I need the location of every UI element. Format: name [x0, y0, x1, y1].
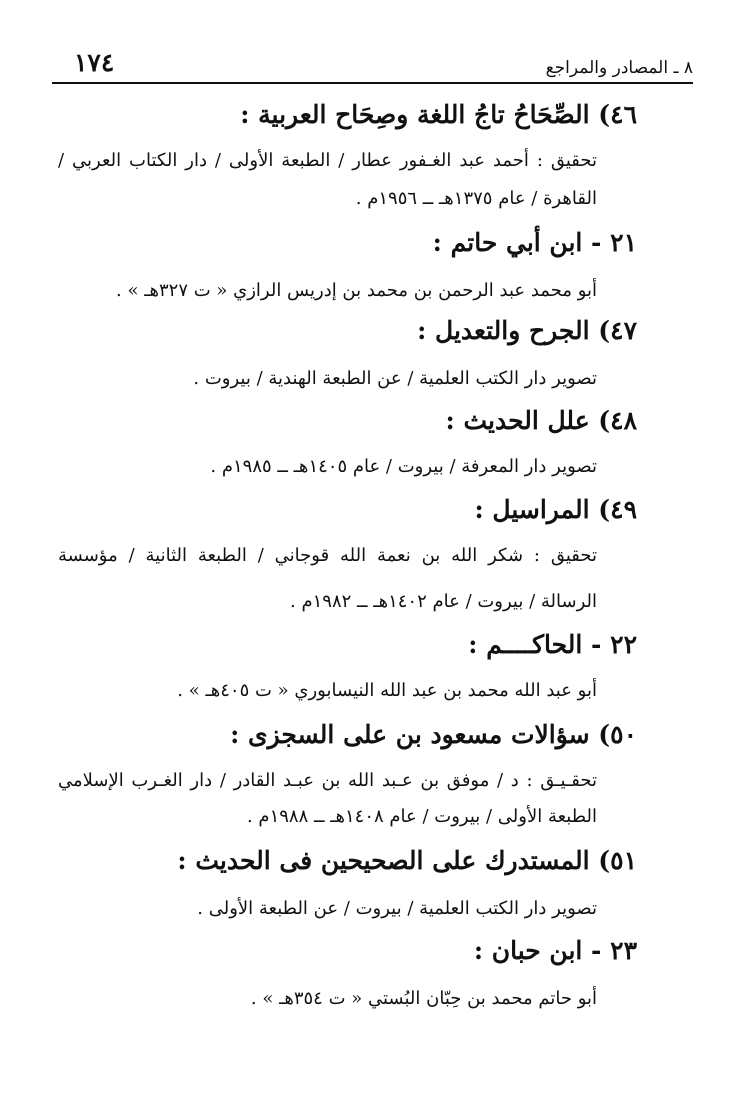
- author-heading-23: ٢٣ - ابن حبان :: [473, 936, 637, 965]
- author-details-line: أبو محمد عبد الرحمن بن محمد بن إدريس الرازي « ت ٣٢٧هـ » .: [116, 280, 597, 301]
- book-details-line: الرسالة / بيروت / عام ١٤٠٢هـ ــ ١٩٨٢م .: [290, 591, 597, 612]
- book-details-line: تحقيق : أحمد عبد الغـفور عطار / الطبعة الأولى / دار الكتاب العربي /: [58, 150, 597, 171]
- book-details-line: الطبعة الأولى / بيروت / عام ١٤٠٨هـ ــ ١٩٨٨م .: [246, 806, 597, 827]
- book-title-51: ٥١) المستدرك على الصحيحين فى الحديث :: [177, 846, 637, 875]
- book-details-line: تصوير دار المعرفة / بيروت / عام ١٤٠٥هـ ــ ١٩٨٥م .: [210, 456, 597, 477]
- author-details-line: أبو حاتم محمد بن حِبّان البُستي « ت ٣٥٤هـ » .: [250, 988, 597, 1009]
- book-title-48: ٤٨) علل الحديث :: [445, 406, 637, 435]
- book-title-46: ٤٦) الصِّحَاحُ تاجُ اللغة وصِحَاح العربية :: [240, 100, 637, 129]
- book-title-50: ٥٠) سؤالات مسعود بن على السجزى :: [230, 720, 637, 749]
- running-title: ٨ ـ المصادر والمراجع: [545, 58, 693, 78]
- book-details-line: تصوير دار الكتب العلمية / بيروت / عن الطبعة الأولى .: [197, 898, 597, 919]
- book-details-line: تحقيق : شكر الله بن نعمة الله قوجاني / الطبعة الثانية / مؤسسة: [58, 545, 597, 566]
- author-details-line: أبو عبد الله محمد بن عبد الله النيسابوري « ت ٤٠٥هـ » .: [177, 680, 597, 701]
- author-heading-21: ٢١ - ابن أبي حاتم :: [432, 228, 637, 257]
- book-title-47: ٤٧) الجرح والتعديل :: [417, 316, 637, 345]
- page-header: [52, 48, 693, 84]
- book-details-line: تصوير دار الكتب العلمية / عن الطبعة الهندية / بيروت .: [193, 368, 597, 389]
- book-details-line: تحقـيـق : د / موفق بن عـبد الله بن عبـد القادر / دار الغـرب الإسلامي: [58, 770, 597, 791]
- book-details-line: القاهرة / عام ١٣٧٥هـ ــ ١٩٥٦م .: [355, 188, 597, 209]
- book-title-49: ٤٩) المراسيل :: [474, 495, 637, 524]
- author-heading-22: ٢٢ - الحاكــــم :: [468, 630, 637, 659]
- page-number: ١٧٤: [74, 48, 115, 77]
